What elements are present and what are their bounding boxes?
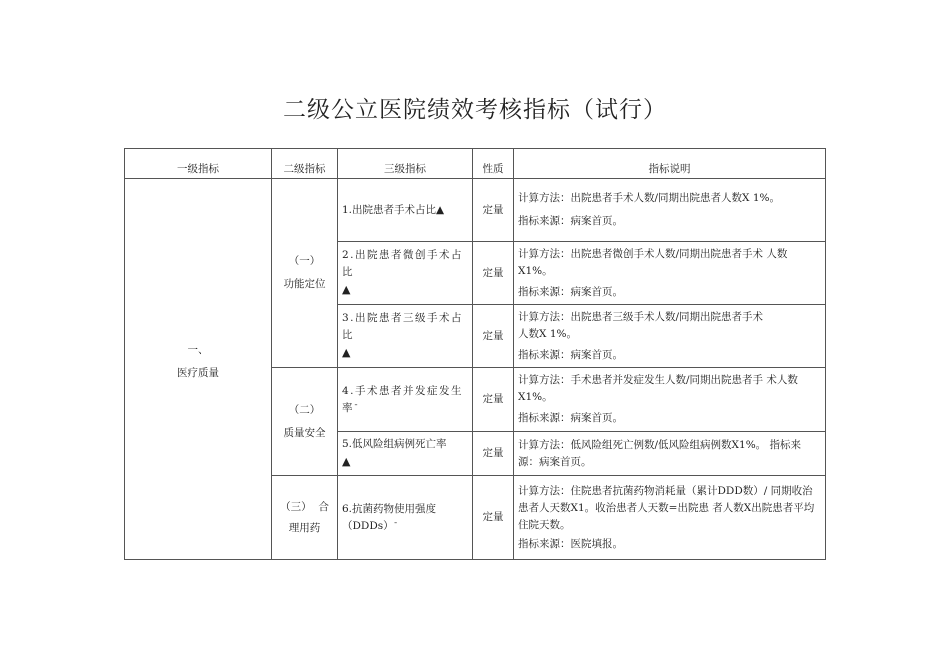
indicator-marker: ▲	[342, 455, 351, 468]
nature-cell: 定量	[473, 242, 514, 305]
description-line: 指标来源：病案首页。	[518, 412, 623, 424]
indicator-table	[124, 148, 826, 560]
level2-cell-safety	[272, 368, 338, 476]
indicator-text: 4.手术患者并发症发生率	[342, 384, 464, 414]
table-row	[125, 179, 826, 242]
indicator-marker: ˉ	[393, 521, 398, 531]
description-line: 计算方法：住院患者抗菌药物消耗量（累计DDD数）/ 同期收治患者人天数Х1。收治患者人天数=出院患 者人数Х出院患者平均住院天数。	[518, 484, 815, 531]
level2-cell-medication	[272, 476, 338, 560]
indicator-cell	[338, 368, 473, 432]
header-level3: 三级指标	[338, 149, 473, 179]
description-cell	[514, 305, 826, 368]
level2-number: （三） 合	[280, 500, 329, 513]
description-line: 计算方法：出院患者微创手术人数/同期出院患者手术 人数Х1%。	[518, 247, 788, 277]
description-line: 计算方法：出院患者手术人数/同期出院患者人数Х 1%。	[518, 192, 781, 204]
description-line: 人数Х 1%。	[518, 327, 577, 340]
level2-label: 功能定位	[283, 278, 326, 290]
description-line: 指标来源：医院填报。	[518, 537, 623, 550]
description-cell	[514, 179, 826, 242]
description-cell	[514, 242, 826, 305]
indicator-cell	[338, 305, 473, 368]
indicator-cell	[338, 432, 473, 476]
level2-label: 质量安全	[283, 426, 326, 439]
description-line: 计算方法：手术患者并发症发生人数/同期出院患者手 术人数Х1%。	[518, 374, 798, 403]
description-cell	[514, 432, 826, 476]
indicator-text: 1.出院患者手术占比▲	[342, 203, 445, 216]
description-line: 指标来源：病案首页。	[518, 348, 623, 361]
indicator-text: 6.抗菌药物使用强度（DDDs）	[342, 502, 437, 532]
indicator-marker: ▲	[342, 283, 351, 296]
description-cell	[514, 368, 826, 432]
description-cell	[514, 476, 826, 560]
header-description: 指标说明	[514, 149, 826, 179]
level2-number: （二）	[288, 403, 321, 416]
nature-cell: 定量	[473, 179, 514, 242]
level2-label: 理用药	[288, 521, 321, 534]
description-line: 计算方法：低风险组死亡例数/低风险组病例数Х1%。 指标来源：病案首页。	[518, 438, 802, 468]
indicator-cell	[338, 242, 473, 305]
indicator-cell	[338, 179, 473, 242]
description-line: 指标来源：病案首页。	[518, 215, 623, 227]
header-nature: 性质	[473, 149, 514, 179]
nature-cell: 定量	[473, 368, 514, 432]
level1-number: 一、	[187, 344, 209, 356]
description-line: 指标来源：病案首页。	[518, 285, 623, 298]
level2-number: （一）	[288, 255, 321, 267]
indicator-text: 3.出院患者三级手术占比	[342, 312, 464, 341]
indicator-marker: ▲	[342, 346, 351, 359]
level1-label: 医疗质量	[177, 367, 219, 379]
indicator-marker: ˉ	[354, 403, 358, 413]
indicator-text: 2.出院患者微创手术占比	[342, 249, 464, 278]
page-title: 二级公立医院绩效考核指标（试行）	[283, 97, 667, 123]
nature-cell: 定量	[473, 432, 514, 476]
header-level1: 一级指标	[125, 149, 272, 179]
header-level2: 二级指标	[272, 149, 338, 179]
nature-cell: 定量	[473, 305, 514, 368]
level2-cell-function	[272, 179, 338, 368]
indicator-cell	[338, 476, 473, 560]
level1-cell	[125, 179, 272, 560]
description-line: 计算方法：出院患者三级手术人数/同期出院患者手术	[518, 310, 764, 323]
nature-cell: 定量	[473, 476, 514, 560]
indicator-text: 5.低风险组病例死亡率	[342, 438, 447, 450]
table-header-row	[125, 149, 826, 179]
